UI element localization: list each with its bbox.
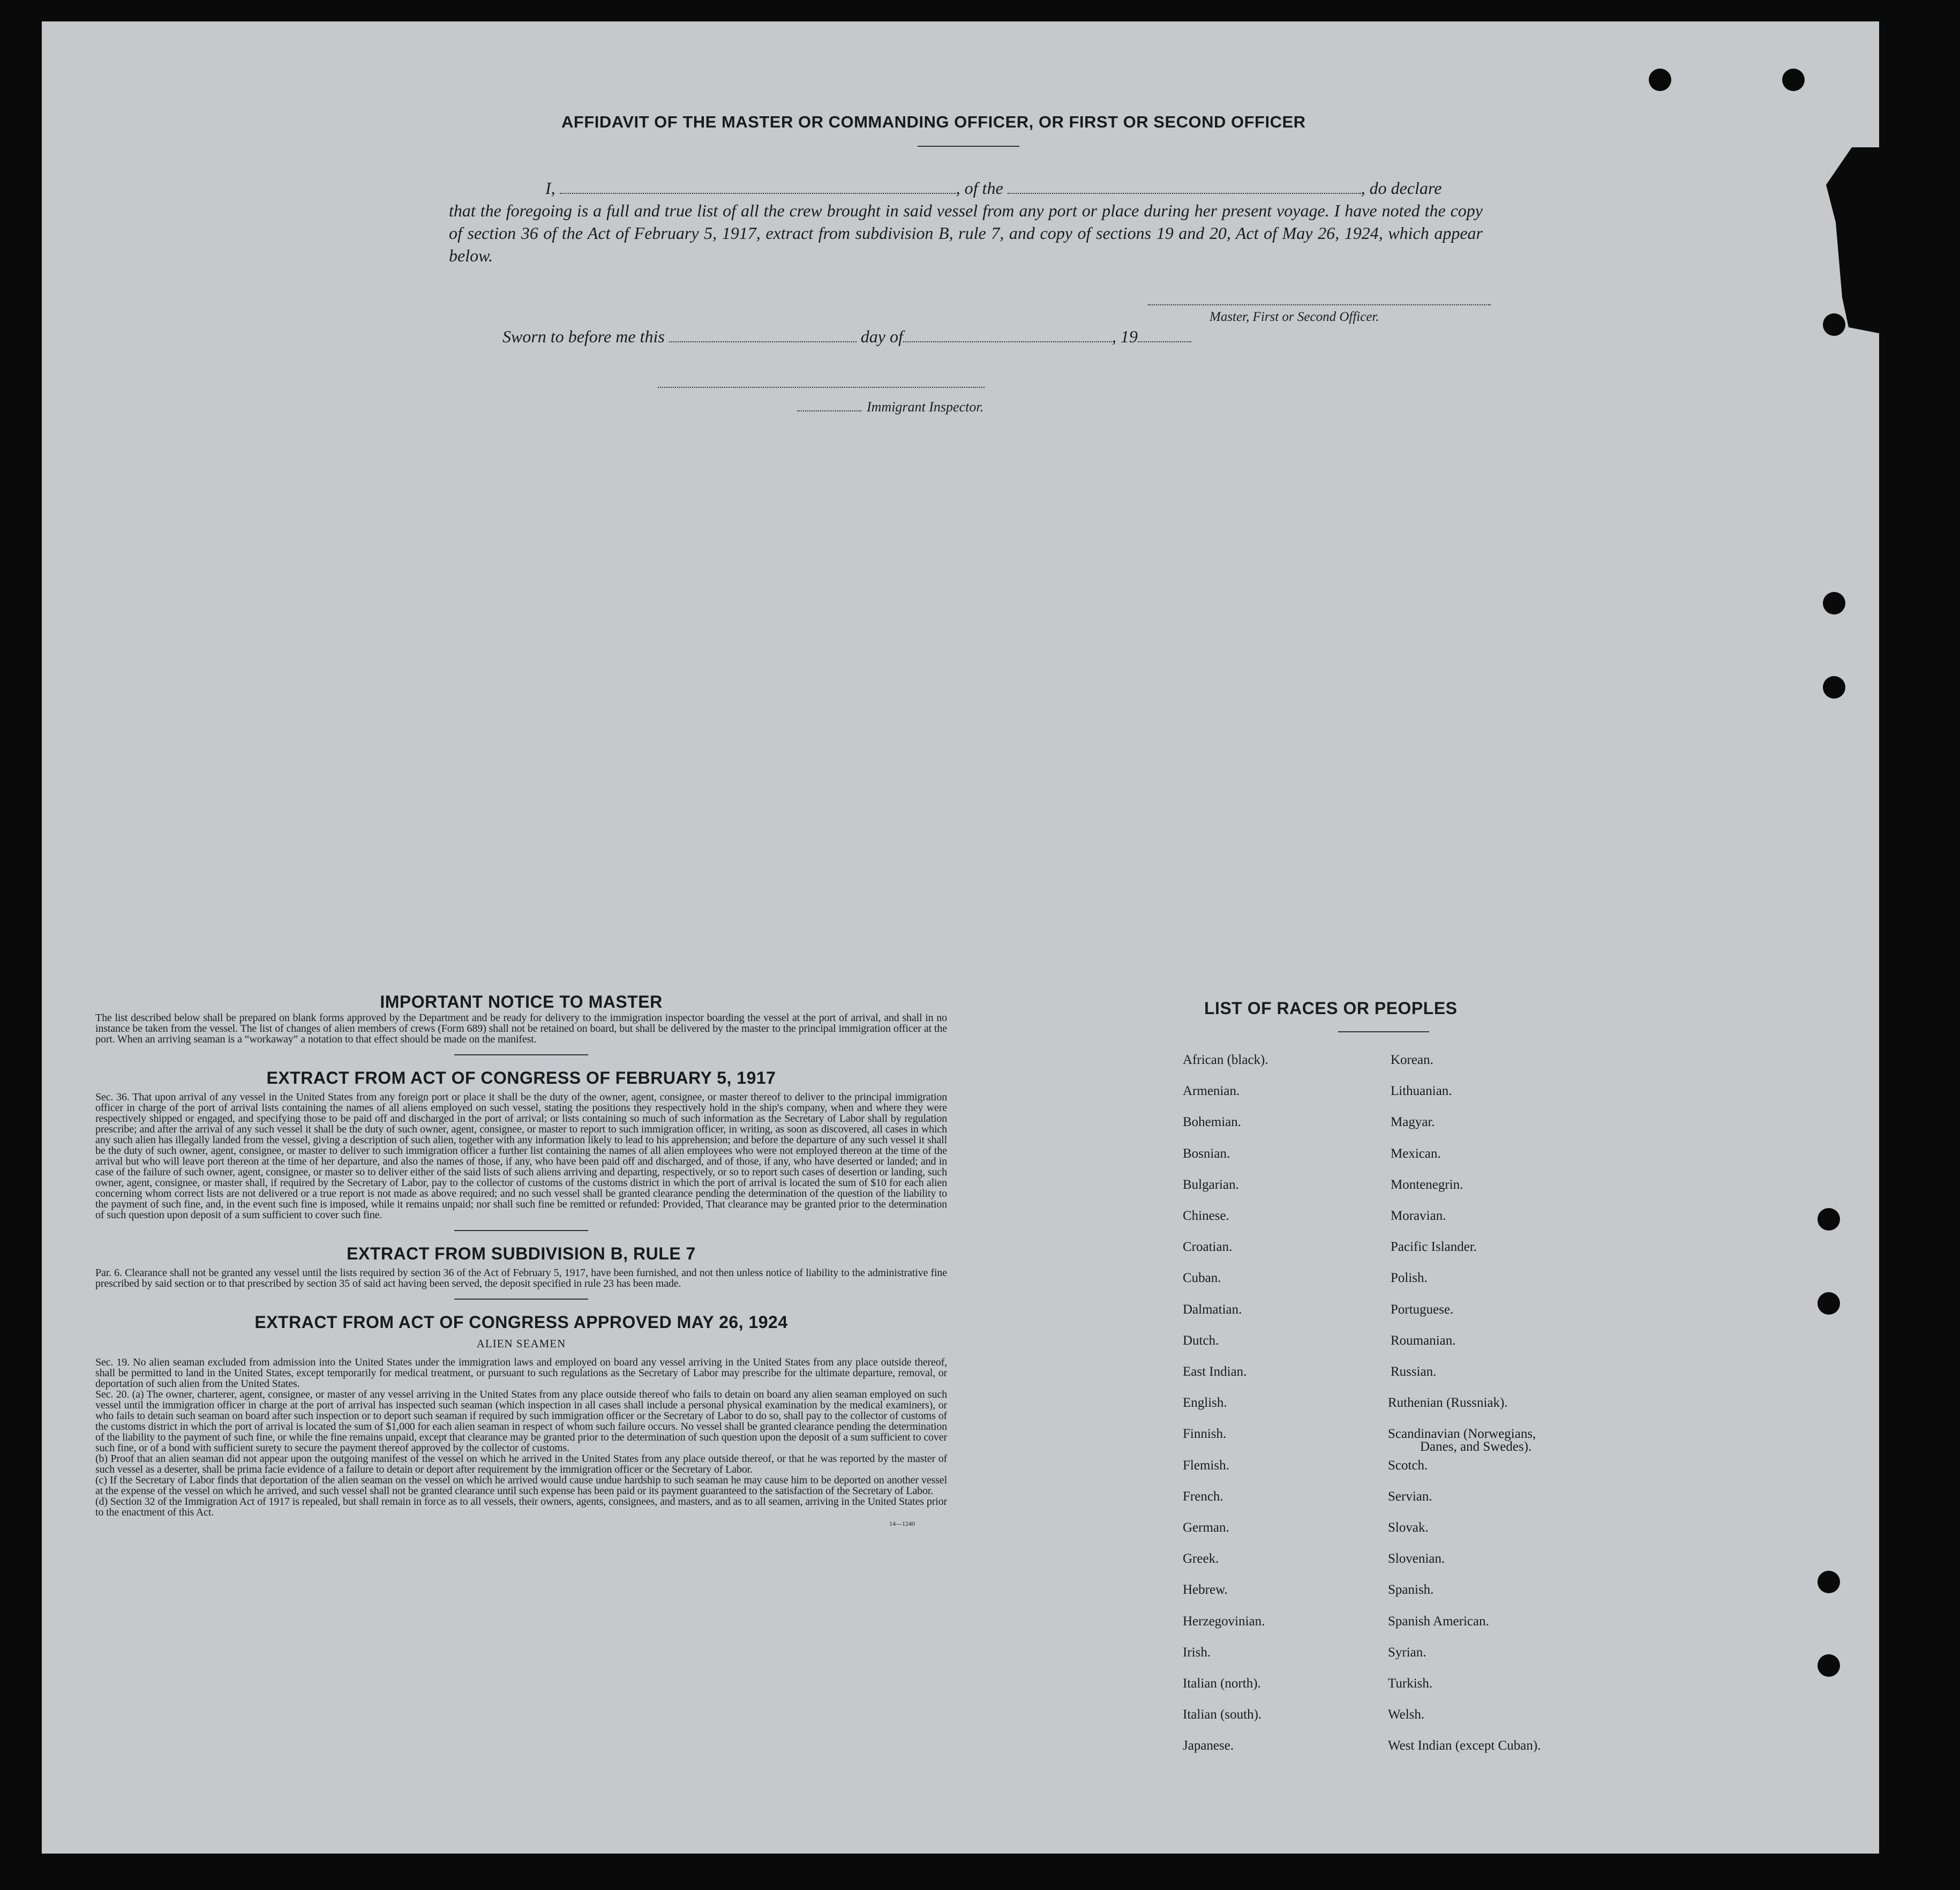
- sec-20a-text: Sec. 20. (a) The owner, charterer, agent, consignee, or master of any vessel arriving in the United States from any place outside thereof who fails to detain on board any alien seaman employed on such vessel until the immigration officer in charge at the port of arrival has inspected such seaman (which inspection in all cases shall include a personal physical examination by the medical examiners), or who fails to detain such seaman on board after such inspection or to deport such seaman if required by such immigration officer or the Secretary of Labor to do so, shall pay to the collector of customs of the customs district in which the port of arrival is located the sum of $1,000 for each alien seaman in respect of whom such failure occurs. No vessel shall be granted clearance pending the determination of the liability to the payment of such fine, or while the fine remains unpaid, except that clearance may be granted prior to the determination of such question upon the deposit of a sum sufficient to cover such fine, or of a bond with sufficient surety to secure the payment thereof approved by the collector of customs.: [95, 1389, 947, 1454]
- inspector-caption: Immigrant Inspector.: [867, 399, 984, 415]
- race-item: German.: [1183, 1520, 1229, 1535]
- inspector-caption-row: [797, 399, 983, 415]
- binder-hole: [1823, 313, 1845, 336]
- race-item: Pacific Islander.: [1391, 1240, 1477, 1255]
- inspector-caption-dots: [797, 401, 861, 411]
- race-item: West Indian (except Cuban).: [1388, 1738, 1541, 1753]
- race-item: Italian (south).: [1183, 1707, 1262, 1722]
- act-1924-title: EXTRACT FROM ACT OF CONGRESS APPROVED MAY 26, 1924: [254, 1312, 788, 1332]
- race-item: East Indian.: [1183, 1364, 1247, 1379]
- binder-hole: [1818, 1208, 1840, 1231]
- form-number: 14—1240: [889, 1520, 915, 1527]
- sec-20b-text: (b) Proof that an alien seaman did not appear upon the outgoing manifest of the vessel on which he arrived in the United States from any place outside thereof, or that he was reported by the master of such vessel as a deserter, shall be prima facie evidence of a failure to detain or deport after requirement by the immigration officer or the Secretary of Labor.: [95, 1453, 947, 1475]
- race-item: French.: [1183, 1489, 1223, 1504]
- race-item: Armenian.: [1183, 1084, 1240, 1099]
- race-item: Slovak.: [1388, 1520, 1429, 1535]
- race-item: Syrian.: [1388, 1645, 1426, 1660]
- race-item: Polish.: [1391, 1271, 1428, 1286]
- race-item: Herzegovinian.: [1183, 1614, 1265, 1629]
- races-list-title: LIST OF RACES OR PEOPLES: [1204, 999, 1458, 1018]
- year-label: , 19: [1112, 327, 1138, 346]
- race-item: Finnish.: [1183, 1427, 1227, 1442]
- sworn-month-blank[interactable]: [903, 327, 1112, 342]
- race-item: Mexican.: [1391, 1146, 1441, 1161]
- torn-edge: [1823, 147, 1879, 335]
- race-item: Japanese.: [1183, 1738, 1234, 1753]
- inspector-signature-line[interactable]: [658, 387, 985, 388]
- race-item: Turkish.: [1388, 1676, 1433, 1691]
- name-blank[interactable]: [560, 179, 956, 194]
- master-signature-caption: Master, First or Second Officer.: [1210, 310, 1379, 324]
- affidavit-body: [449, 177, 1483, 267]
- sworn-year-blank[interactable]: [1138, 327, 1191, 342]
- master-signature-line[interactable]: [1148, 304, 1491, 305]
- important-notice-title: IMPORTANT NOTICE TO MASTER: [380, 992, 663, 1011]
- binder-hole: [1818, 1571, 1840, 1593]
- race-item: Cuban.: [1183, 1271, 1221, 1286]
- race-item: Irish.: [1183, 1645, 1211, 1660]
- race-item: Slovenian.: [1388, 1551, 1445, 1566]
- race-item: Servian.: [1388, 1489, 1432, 1504]
- act-1917-text: Sec. 36. That upon arrival of any vessel in the United States from any foreign port or place it shall be the duty of the owner, agent, consignee, or master thereof to deliver to the principal immigration officer in charge of the port of arrival lists containing the names of all aliens employed on such vessel, stating the positions they respectively hold in the ship's company, when and where they were respectively shipped or engaged, and specifying those to be paid off and discharged in the port of arrival; or lists containing so much of such information as the Secretary of Labor shall by regulation prescribe; and after the arrival of any such vessel it shall be the duty of such owner, agent, consignee, or master to report to such immigration officer, in writing, as soon as discovered, all cases in which any such alien has illegally landed from the vessel, giving a description of such alien, together with any information likely to lead to his apprehension; and before the departure of any such vessel it shall be the duty of such owner, agent, consignee, or master to deliver to such immigration officer a further list containing the names of all alien employees who were not employed thereon at the time of the arrival but who will leave port thereon at the time of her departure, and also the names of those, if any, who have been paid off and discharged, and of those, if any, who have deserted or landed; and in case of the failure of such owner, agent, consignee, or master so to deliver either of the said lists of such aliens arriving and departing, respectively, or so to report such cases of desertion or landing, such owner, agent, consignee, or master shall, if required by the Secretary of Labor, pay to the collector of customs of the customs district in which the port of arrival is located the sum of $10 for each alien concerning whom correct lists are not delivered or a true report is not made as above required; and no such vessel shall be granted clearance pending the determination of the question of the liability to the payment of such fine, and, in the event such fine is imposed, while it remains unpaid; nor shall such fine be remitted or refunded: Provided, That clearance may be granted prior to the determination of such question upon deposit of a sum sufficient to cover such fine.: [95, 1091, 947, 1221]
- race-item: Greek.: [1183, 1551, 1219, 1566]
- sworn-line: [502, 327, 1191, 347]
- binder-hole: [1823, 592, 1845, 614]
- rule-7-title: EXTRACT FROM SUBDIVISION B, RULE 7: [347, 1244, 696, 1263]
- race-item: Scandinavian (Norwegians,: [1388, 1427, 1536, 1442]
- section-divider: [454, 1299, 588, 1300]
- vessel-blank[interactable]: [1008, 179, 1361, 194]
- race-item: Spanish American.: [1388, 1614, 1489, 1629]
- affidavit-i-label: I,: [545, 178, 555, 198]
- race-item: Roumanian.: [1391, 1333, 1456, 1348]
- sworn-day-blank[interactable]: [669, 327, 857, 342]
- important-notice-text: The list described below shall be prepared on blank forms approved by the Department and be ready for delivery to the immigration inspector boarding the vessel at the port of arrival, and shall in no instance be taken from the vessel. The list of changes of alien members of crews (Form 689) shall not be retained on board, but shall be delivered by the master to the principal immigration officer at the port. When an arriving seaman is a “workaway” a notation to that effect should be made on the manifest.: [95, 1012, 947, 1045]
- sec-20d-text: (d) Section 32 of the Immigration Act of 1917 is repealed, but shall remain in force as to all vessels, their owners, agents, consignees, and masters, and as to all seamen, arriving in the United States prior to the enactment of this Act.: [95, 1496, 947, 1518]
- race-item: Chinese.: [1183, 1209, 1229, 1223]
- race-item: Croatian.: [1183, 1240, 1233, 1255]
- sec-19-text: Sec. 19. No alien seaman excluded from admission into the United States under the immigration laws and employed on board any vessel arriving in the United States from any place outside thereof, shall be permitted to land in the United States, except temporarily for medical treatment, or pursuant to such regulations as the Secretary of Labor may prescribe for the ultimate departure, removal, or deportation of such alien from the United States.: [95, 1356, 947, 1390]
- races-title-divider: [1338, 1031, 1429, 1032]
- affidavit-of-the-label: , of the: [956, 178, 1003, 198]
- race-item: Korean.: [1391, 1053, 1433, 1067]
- race-item: Bohemian.: [1183, 1115, 1242, 1130]
- title-divider: [918, 146, 1019, 147]
- binder-hole: [1818, 1654, 1840, 1677]
- act-1917-title: EXTRACT FROM ACT OF CONGRESS OF FEBRUARY 5, 1917: [266, 1068, 776, 1088]
- race-item: Bulgarian.: [1183, 1177, 1239, 1192]
- race-item: Welsh.: [1388, 1707, 1425, 1722]
- sworn-prefix: Sworn to before me this: [502, 327, 665, 346]
- race-item: Lithuanian.: [1391, 1084, 1452, 1099]
- binder-hole: [1649, 69, 1671, 91]
- race-item: Scotch.: [1388, 1458, 1428, 1473]
- race-item: Montenegrin.: [1391, 1177, 1463, 1192]
- rule-7-text: Par. 6. Clearance shall not be granted any vessel until the lists required by section 36 of the Act of February 5, 1917, have been furnished, and not then unless notice of liability to the administrative fine prescribed by said section or to that prescribed by section 35 of said act having been served, the deposit specified in rule 23 has been made.: [95, 1267, 947, 1289]
- race-item: Hebrew.: [1183, 1582, 1228, 1598]
- affidavit-title: AFFIDAVIT OF THE MASTER OR COMMANDING OFFICER, OR FIRST OR SECOND OFFICER: [561, 112, 1306, 131]
- race-item: Portuguese.: [1391, 1302, 1454, 1317]
- binder-hole: [1782, 69, 1805, 91]
- alien-seamen-subtitle: ALIEN SEAMEN: [476, 1337, 566, 1350]
- race-item: Dalmatian.: [1183, 1302, 1242, 1317]
- race-item: Flemish.: [1183, 1458, 1229, 1473]
- race-item: Ruthenian (Russniak).: [1388, 1396, 1508, 1411]
- race-item: Spanish.: [1388, 1582, 1434, 1598]
- race-item: African (black).: [1183, 1053, 1268, 1067]
- section-divider: [454, 1230, 588, 1231]
- sec-20c-text: (c) If the Secretary of Labor finds that deportation of the alien seaman on the vessel on which he arrived would cause undue hardship to such seaman he may cause him to be deported on another vessel at the expense of the vessel on which he arrived, and such vessel shall not be granted clearance until such expense has been paid or its payment guaranteed to the satisfaction of the Secretary of Labor.: [95, 1474, 947, 1497]
- race-item-continuation: Danes, and Swedes).: [1420, 1439, 1532, 1454]
- race-item: English.: [1183, 1396, 1227, 1411]
- race-item: Magyar.: [1391, 1115, 1435, 1130]
- race-item: Dutch.: [1183, 1333, 1219, 1348]
- binder-hole: [1818, 1292, 1840, 1315]
- affidavit-declare-label: , do declare: [1361, 178, 1442, 198]
- race-item: Italian (north).: [1183, 1676, 1261, 1691]
- affidavit-declaration-text: that the foregoing is a full and true list of all the crew brought in said vessel from any port or place during her present voyage. I have noted the copy of section 36 of the Act of February 5, 1917, extract from subdivision B, rule 7, and copy of sections 19 and 20, Act of May 26, 1924, which appear below.: [449, 201, 1483, 265]
- race-item: Bosnian.: [1183, 1146, 1230, 1161]
- document-sheet: [42, 21, 1879, 1854]
- race-item: Moravian.: [1391, 1209, 1446, 1223]
- binder-hole: [1823, 676, 1845, 699]
- race-item: Russian.: [1391, 1364, 1437, 1379]
- section-divider: [454, 1054, 588, 1055]
- day-of-label: day of: [860, 327, 903, 346]
- notices-column: [95, 991, 947, 1528]
